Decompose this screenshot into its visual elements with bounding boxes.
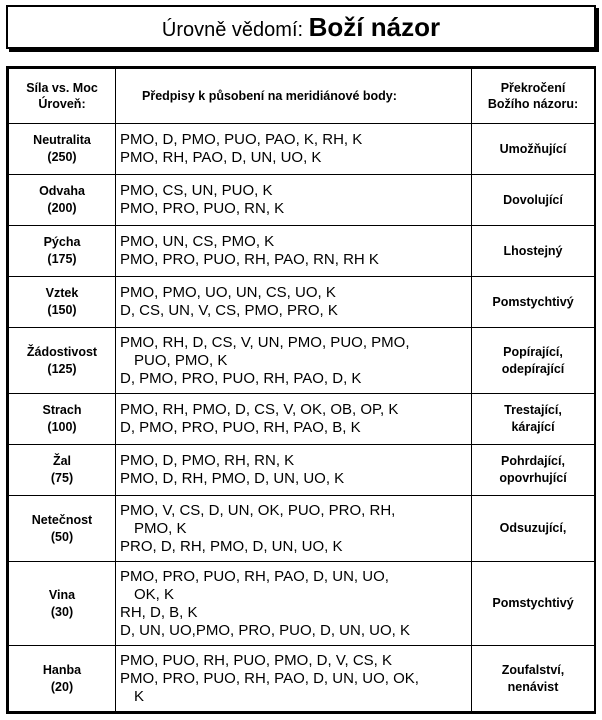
table-row: [9, 226, 595, 277]
prescription-line: PMO, PRO, PUO, RH, PAO, D, UN, UO,: [120, 567, 389, 585]
prescription-cell: [116, 562, 472, 646]
prescription-line: PUO, PMO, K: [134, 351, 228, 369]
transcendence-cell: [472, 562, 595, 646]
prescription-cell: [116, 124, 472, 175]
level-name: Vztek: [45, 286, 79, 300]
transcendence-text: Pohrdající,: [501, 454, 565, 468]
transcendence-text: odepírající: [501, 361, 565, 376]
prescription-cell: [116, 328, 472, 394]
level-cell: [9, 175, 116, 226]
prescription-line: PMO, K: [134, 519, 187, 537]
transcendence-text: opovrhující: [499, 471, 567, 485]
transcendence-text: Umožňující: [499, 141, 567, 156]
level-cell: [9, 124, 116, 175]
level-cell: [9, 445, 116, 496]
prescription-line: D, PMO, PRO, PUO, RH, PAO, B, K: [120, 419, 361, 436]
prescription-line: K: [134, 687, 145, 705]
level-value: (200): [47, 201, 77, 215]
level-name: Pýcha: [43, 235, 81, 249]
prescription-line: PRO, D, RH, PMO, D, UN, UO, K: [120, 537, 343, 555]
header-level: [9, 69, 116, 124]
transcendence-text: Popírající,: [503, 344, 563, 359]
level-name: Odvaha: [39, 184, 85, 198]
prescription-line: PMO, RH, PMO, D, CS, V, OK, OB, OP, K: [120, 401, 399, 418]
prescription-line: D, UN, UO,PMO, PRO, PUO, D, UN, UO, K: [120, 621, 411, 639]
prescription-cell: [116, 394, 472, 445]
table-row: [9, 646, 595, 712]
prescription-line: PMO, PMO, UO, UN, CS, UO, K: [120, 284, 336, 301]
prescription-line: PMO, PRO, PUO, RH, PAO, RN, RH K: [120, 251, 379, 268]
prescription-line: PMO, PRO, PUO, RN, K: [120, 200, 285, 217]
level-name: Neutralita: [33, 133, 91, 147]
levels-table: [8, 68, 595, 712]
prescription-line: OK, K: [134, 585, 175, 603]
transcendence-text: nenávist: [507, 679, 559, 694]
prescription-line: PMO, UN, CS, PMO, K: [120, 233, 275, 250]
transcendence-cell: [472, 496, 595, 562]
level-name: Hanba: [42, 662, 82, 677]
table-body: [9, 124, 595, 712]
transcendence-cell: [472, 394, 595, 445]
transcendence-cell: [472, 445, 595, 496]
level-cell: [9, 562, 116, 646]
level-cell: [9, 394, 116, 445]
level-name: Vina: [48, 587, 76, 602]
level-name: Strach: [42, 403, 82, 417]
header-transcendence-line1: Překročení: [500, 81, 566, 95]
prescription-line: D, CS, UN, V, CS, PMO, PRO, K: [120, 302, 338, 319]
table-row: [9, 328, 595, 394]
prescription-cell: [116, 277, 472, 328]
title-prefix: Úrovně vědomí:: [161, 19, 309, 41]
transcendence-text: Zoufalství,: [501, 662, 565, 677]
transcendence-text: Odsuzující,: [499, 521, 567, 535]
level-value: (75): [50, 471, 74, 485]
table-row: [9, 124, 595, 175]
transcendence-text: Dovolující: [503, 192, 563, 207]
level-name: Žádostivost: [26, 344, 98, 359]
level-cell: [9, 496, 116, 562]
table-row: [9, 394, 595, 445]
header-level-line2: Úroveň:: [38, 97, 86, 111]
title-main: Boží názor: [308, 12, 441, 42]
level-value: (175): [47, 252, 77, 266]
transcendence-cell: [472, 646, 595, 712]
prescription-cell: [116, 175, 472, 226]
prescription-line: RH, D, B, K: [120, 603, 198, 621]
table-row: [9, 175, 595, 226]
transcendence-cell: [472, 175, 595, 226]
header-prescriptions: Předpisy k působení na meridiánové body:: [116, 69, 472, 124]
table-row: [9, 562, 595, 646]
transcendence-cell: [472, 277, 595, 328]
transcendence-text: Pomstychtivý: [492, 596, 574, 610]
table-header-row: [9, 69, 595, 124]
transcendence-cell: [472, 124, 595, 175]
transcendence-cell: [472, 328, 595, 394]
prescription-line: PMO, D, PMO, PUO, PAO, K, RH, K: [120, 131, 363, 148]
level-value: (150): [47, 303, 77, 317]
prescription-cell: [116, 646, 472, 712]
levels-table-frame: [6, 66, 596, 714]
header-transcendence-line2: Božího názoru:: [487, 97, 579, 111]
level-value: (20): [50, 679, 74, 694]
prescription-line: D, PMO, PRO, PUO, RH, PAO, D, K: [120, 369, 362, 387]
prescription-line: PMO, D, RH, PMO, D, UN, UO, K: [120, 470, 345, 487]
prescription-line: PMO, V, CS, D, UN, OK, PUO, PRO, RH,: [120, 501, 396, 519]
prescription-line: PMO, PRO, PUO, RH, PAO, D, UN, UO, OK,: [120, 669, 419, 687]
transcendence-cell: [472, 226, 595, 277]
prescription-line: PMO, RH, D, CS, V, UN, PMO, PUO, PMO,: [120, 333, 410, 351]
table-row: [9, 445, 595, 496]
level-cell: [9, 646, 116, 712]
level-cell: [9, 328, 116, 394]
prescription-line: PMO, PUO, RH, PUO, PMO, D, V, CS, K: [120, 651, 392, 669]
prescription-line: PMO, CS, UN, PUO, K: [120, 182, 273, 199]
table-row: [9, 277, 595, 328]
level-value: (50): [50, 529, 74, 544]
transcendence-text: Trestající,: [504, 403, 562, 417]
prescription-line: PMO, RH, PAO, D, UN, UO, K: [120, 149, 322, 166]
prescription-cell: [116, 226, 472, 277]
transcendence-text: kárající: [511, 420, 555, 434]
header-level-line1: Síla vs. Moc: [26, 81, 98, 95]
prescription-cell: [116, 445, 472, 496]
header-transcendence: [472, 69, 595, 124]
transcendence-text: Pomstychtivý: [492, 294, 574, 309]
level-value: (30): [50, 604, 74, 619]
level-cell: [9, 277, 116, 328]
prescription-cell: [116, 496, 472, 562]
title-banner: [6, 5, 596, 49]
level-value: (250): [47, 150, 77, 164]
prescription-line: PMO, D, PMO, RH, RN, K: [120, 452, 295, 469]
level-value: (125): [47, 361, 77, 376]
level-cell: [9, 226, 116, 277]
level-name: Netečnost: [31, 512, 93, 527]
level-name: Žal: [52, 454, 72, 468]
transcendence-text: Lhostejný: [503, 243, 563, 258]
level-value: (100): [47, 420, 77, 434]
table-row: [9, 496, 595, 562]
